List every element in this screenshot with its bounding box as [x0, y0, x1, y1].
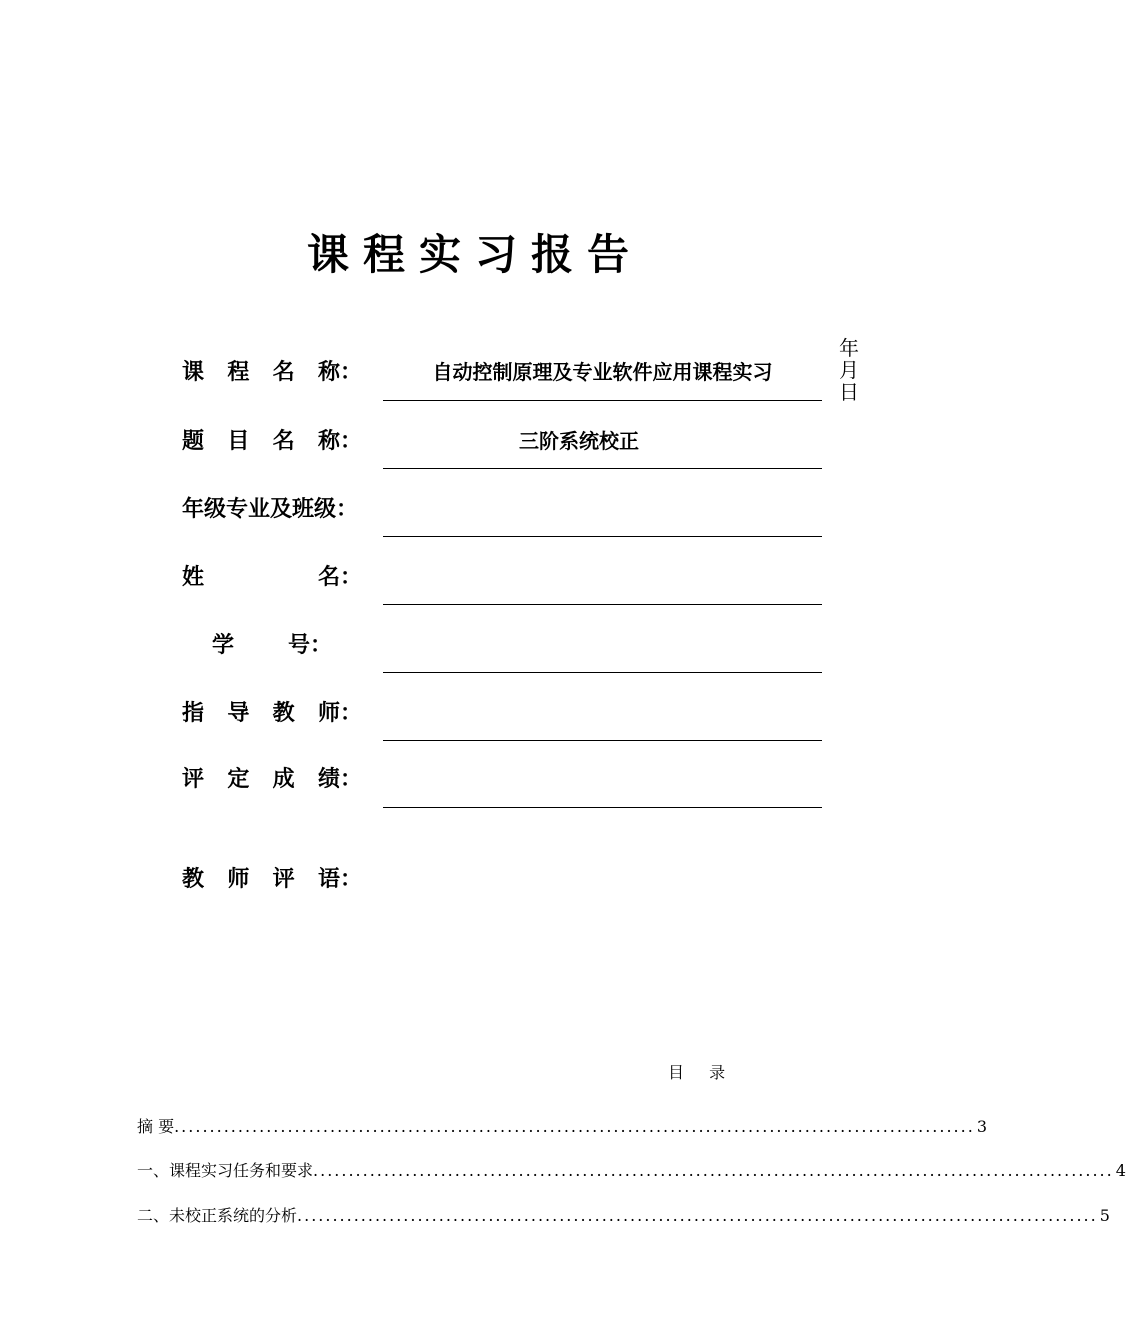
label-char: 师：	[317, 701, 362, 726]
grade-underline	[383, 807, 822, 808]
label-char: 评	[272, 867, 295, 892]
label-char: 名	[272, 360, 295, 385]
toc-entry[interactable]	[137, 1114, 987, 1137]
grade-label	[182, 762, 362, 793]
toc-entry-page: 3	[976, 1117, 987, 1136]
toc-entry-text: 一、课程实习任务和要求	[137, 1161, 314, 1180]
report-title: 课程实习报告	[306, 230, 643, 279]
label-char: 目	[227, 429, 250, 454]
grade-major-class-label	[182, 492, 362, 523]
course-name-value: 自动控制原理及专业软件应用课程实习	[432, 360, 773, 384]
toc-entry-page: 4	[1115, 1161, 1126, 1180]
label-char: 姓	[182, 565, 205, 590]
date-year: 年	[839, 336, 859, 360]
label-char: 定	[227, 767, 250, 792]
teacher-comment-label	[182, 862, 362, 893]
label-char: 程	[227, 360, 250, 385]
toc-leader-dots: .................................................................................................................	[297, 1206, 1098, 1225]
label-char: 指	[182, 701, 205, 726]
label-char: 题	[182, 429, 205, 454]
label-char: 教	[272, 701, 295, 726]
student-name-label	[182, 560, 362, 591]
label-char: 号：	[287, 633, 332, 658]
label-char: 称：	[317, 429, 362, 454]
student-name-underline	[383, 604, 822, 605]
toc-title: 目 录	[668, 1063, 736, 1082]
label-char: 导	[227, 701, 250, 726]
label-char: 语：	[317, 867, 362, 892]
grade-major-class-underline	[383, 536, 822, 537]
toc-entry-text: 二、未校正系统的分析	[137, 1206, 298, 1225]
label-char: 成	[272, 767, 295, 792]
topic-name-value: 三阶系统校正	[519, 429, 639, 453]
topic-name-underline	[383, 468, 822, 469]
label-char: 学	[212, 633, 235, 658]
toc-entry-text: 摘 要	[137, 1117, 175, 1136]
toc-entry-page: 5	[1099, 1206, 1110, 1225]
label-text: 年级专业及班级：	[182, 497, 359, 522]
date-month: 月	[839, 358, 859, 382]
date-column	[838, 337, 860, 403]
toc-leader-dots: .................................................................................................................	[313, 1161, 1114, 1180]
label-char: 评	[182, 767, 205, 792]
label-char: 教	[182, 867, 205, 892]
advisor-label	[182, 696, 362, 727]
toc-entry[interactable]	[137, 1203, 1110, 1226]
date-day: 日	[839, 380, 859, 404]
label-char: 名：	[317, 565, 362, 590]
label-char: 课	[182, 360, 205, 385]
label-char: 称：	[317, 360, 362, 385]
advisor-underline	[383, 740, 822, 741]
course-name-underline	[383, 400, 822, 401]
course-name-label	[182, 355, 362, 386]
toc-leader-dots: .................................................................................................................	[174, 1117, 975, 1136]
student-id-label	[212, 628, 332, 659]
label-char: 名	[272, 429, 295, 454]
label-char: 绩：	[317, 767, 362, 792]
student-id-underline	[383, 672, 822, 673]
toc-entry[interactable]	[137, 1158, 1126, 1181]
topic-name-label	[182, 424, 362, 455]
label-char: 师	[227, 867, 250, 892]
